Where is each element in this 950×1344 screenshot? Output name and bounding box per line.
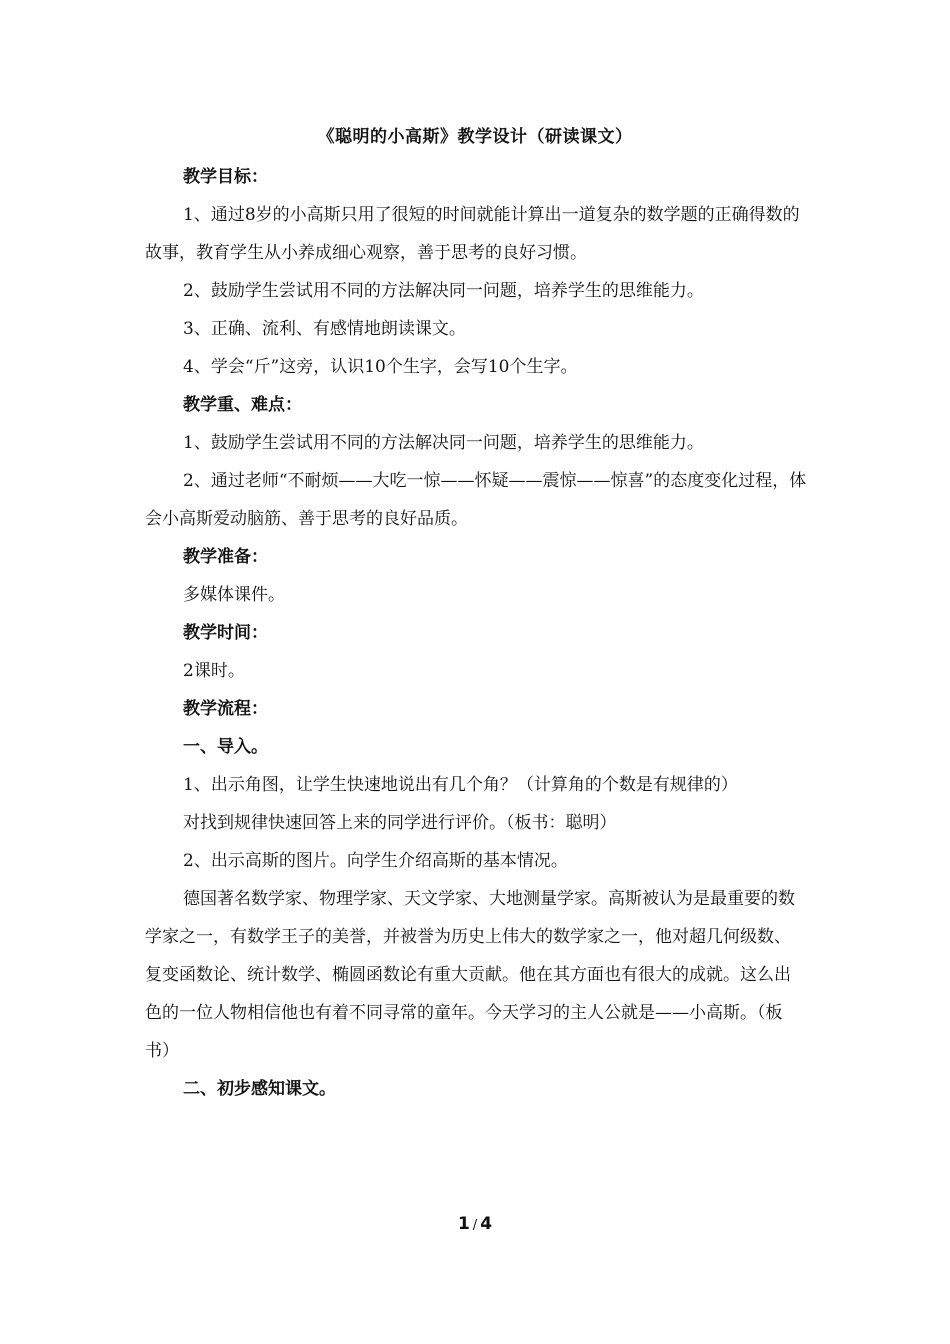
section-heading-key-points: 教学重、难点： (183, 395, 302, 415)
key-point-1: 1、鼓励学生尝试用不同的方法解决同一问题，培养学生的思维能力。 (183, 433, 704, 453)
time-text: 2课时。 (183, 661, 245, 681)
page-separator: / (472, 1218, 478, 1233)
section-heading-time: 教学时间： (183, 623, 268, 643)
current-page-number: 1 (457, 1214, 470, 1234)
step-heading-introduction: 一、导入。 (183, 737, 268, 757)
document-title: 《聪明的小高斯》教学设计（研读课文） (317, 127, 633, 147)
section-heading-preparation: 教学准备： (183, 547, 268, 567)
objective-3: 3、正确、流利、有感情地朗读课文。 (183, 319, 466, 339)
preparation-text: 多媒体课件。 (183, 585, 285, 605)
objective-4: 4、学会“斤”这旁，认识10个生字，会写10个生字。 (183, 357, 578, 377)
objective-1: 1、通过8岁的小高斯只用了很短的时间就能计算出一道复杂的数学题的正确得数的故事，教育学生从小养成细心观察，善于思考的良好习惯。 (145, 205, 800, 263)
introduction-item-1: 1、出示角图，让学生快速地说出有几个角？（计算角的个数是有规律的） (183, 775, 738, 795)
step-heading-first-reading: 二、初步感知课文。 (183, 1079, 336, 1099)
total-page-count: 4 (480, 1214, 493, 1234)
objective-2: 2、鼓励学生尝试用不同的方法解决同一问题，培养学生的思维能力。 (183, 281, 704, 301)
document-body (145, 158, 807, 1108)
key-point-2: 2、通过老师“不耐烦——大吃一惊——怀疑——震惊——惊喜”的态度变化过程，体会小高斯爱动脑筋、善于思考的良好品质。 (145, 471, 807, 529)
introduction-evaluation: 对找到规律快速回答上来的同学进行评价。（板书：聪明） (183, 813, 617, 833)
gauss-biography: 德国著名数学家、物理学家、天文学家、大地测量学家。高斯被认为是最重要的数学家之一，有数学王子的美誉，并被誉为历史上伟大的数学家之一，他对超几何级数、复变函数论、统计数学、椭圆函数论有重大贡献。他在其方面也有很大的成就。这么出色的一位人物相信他也有着不同寻常的童年。今天学习的主人公就是——小高斯。（板书） (145, 889, 795, 1061)
page-number (0, 1214, 950, 1234)
introduction-item-2: 2、出示高斯的图片。向学生介绍高斯的基本情况。 (183, 851, 568, 871)
section-heading-objectives: 教学目标： (183, 167, 268, 187)
section-heading-process: 教学流程： (183, 699, 268, 719)
